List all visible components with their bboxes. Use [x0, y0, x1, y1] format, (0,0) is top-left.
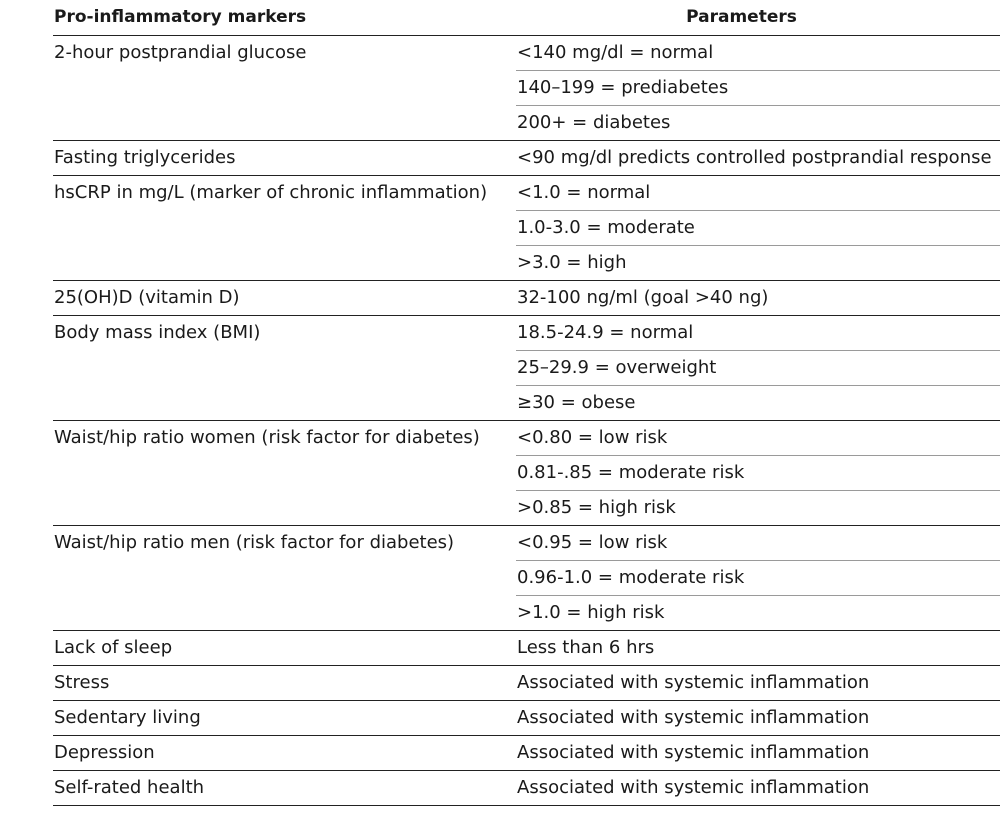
table-row	[53, 421, 1000, 526]
parameter-value: 0.96-1.0 = moderate risk	[516, 560, 1000, 595]
parameters-cell	[516, 736, 1000, 770]
parameters-cell	[516, 421, 1000, 525]
table-row	[53, 36, 1000, 141]
table-header-row	[53, 0, 1000, 36]
header-markers: Pro-inflammatory markers	[54, 7, 307, 27]
marker-cell: Body mass index (BMI)	[54, 322, 261, 343]
parameter-value: Associated with systemic inflammation	[517, 672, 870, 693]
table-row	[53, 141, 1000, 176]
marker-cell: Sedentary living	[54, 707, 201, 728]
parameter-value: Associated with systemic inflammation	[517, 742, 870, 763]
marker-cell: 2-hour postprandial glucose	[54, 42, 307, 63]
marker-cell: Lack of sleep	[54, 637, 173, 658]
marker-cell: 25(OH)D (vitamin D)	[54, 287, 240, 308]
marker-cell: Depression	[54, 742, 155, 763]
table-row	[53, 666, 1000, 701]
parameter-value: 0.81-.85 = moderate risk	[516, 455, 1000, 490]
parameter-value: >0.85 = high risk	[516, 490, 1000, 525]
parameter-value: <140 mg/dl = normal	[517, 42, 714, 63]
marker-cell: Self-rated health	[54, 777, 205, 798]
parameter-value: Associated with systemic inflammation	[517, 777, 870, 798]
parameter-value: 18.5-24.9 = normal	[517, 322, 694, 343]
table-row	[53, 526, 1000, 631]
parameters-cell	[516, 141, 1000, 175]
marker-cell: Stress	[54, 672, 110, 693]
parameter-value: >1.0 = high risk	[516, 595, 1000, 630]
marker-cell: Waist/hip ratio men (risk factor for diabetes)	[54, 532, 455, 553]
table-row	[53, 701, 1000, 736]
parameters-cell	[516, 771, 1000, 805]
parameters-cell	[516, 316, 1000, 420]
parameter-value: 140–199 = prediabetes	[516, 70, 1000, 105]
table-row	[53, 736, 1000, 771]
parameter-value: 200+ = diabetes	[516, 105, 1000, 140]
table-body	[53, 36, 1000, 806]
parameter-value: Less than 6 hrs	[517, 637, 655, 658]
parameter-value: >3.0 = high	[516, 245, 1000, 280]
table-row	[53, 771, 1000, 806]
parameters-cell	[516, 176, 1000, 280]
parameter-value: Associated with systemic inflammation	[517, 707, 870, 728]
marker-cell: hsCRP in mg/L (marker of chronic inflammation)	[54, 182, 488, 203]
parameters-cell	[516, 281, 1000, 315]
parameter-value: <0.80 = low risk	[517, 427, 668, 448]
table-row	[53, 316, 1000, 421]
marker-cell: Fasting triglycerides	[54, 147, 236, 168]
table-row	[53, 281, 1000, 316]
marker-cell: Waist/hip ratio women (risk factor for diabetes)	[54, 427, 480, 448]
parameters-cell	[516, 526, 1000, 630]
parameters-cell	[516, 631, 1000, 665]
pro-inflammatory-markers-table	[53, 0, 1000, 806]
parameter-value: <1.0 = normal	[517, 182, 651, 203]
parameter-value: 32-100 ng/ml (goal >40 ng)	[517, 287, 769, 308]
parameter-value: ≥30 = obese	[516, 385, 1000, 420]
parameter-value: 25–29.9 = overweight	[516, 350, 1000, 385]
parameter-value: <0.95 = low risk	[517, 532, 668, 553]
table-row	[53, 631, 1000, 666]
parameters-cell	[516, 701, 1000, 735]
parameter-value: <90 mg/dl predicts controlled postprandial response	[517, 147, 992, 168]
table-row	[53, 176, 1000, 281]
header-parameters: Parameters	[686, 7, 797, 27]
parameters-cell	[516, 666, 1000, 700]
parameter-value: 1.0-3.0 = moderate	[516, 210, 1000, 245]
parameters-cell	[516, 36, 1000, 140]
